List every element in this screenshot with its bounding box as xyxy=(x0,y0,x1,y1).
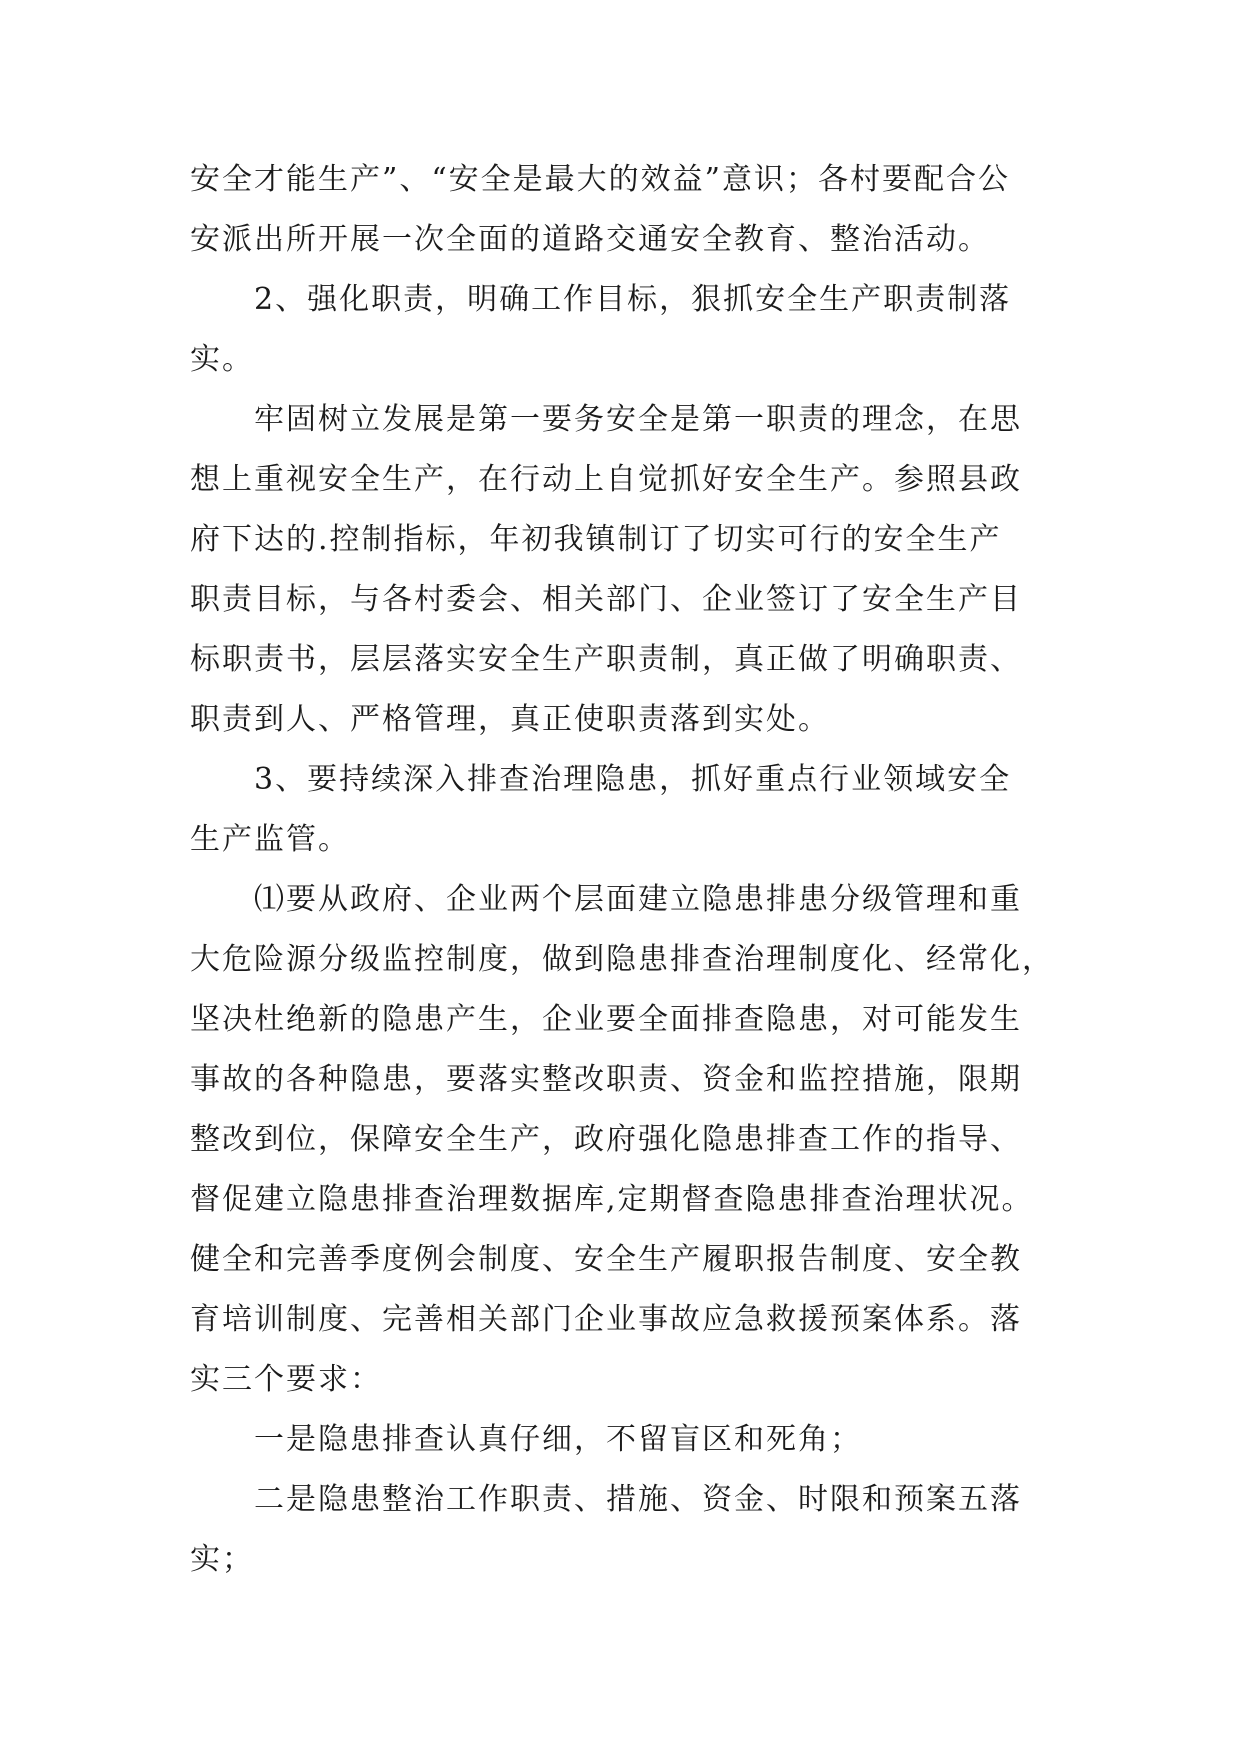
text-line: 职责目标，与各村委会、相关部门、企业签订了安全生产目 xyxy=(190,582,1022,617)
text-line: 想上重视安全生产，在行动上自觉抓好安全生产。参照县政 xyxy=(190,462,1022,497)
text-line: 实三个要求： xyxy=(190,1362,382,1397)
section-heading-3: 3、要持续深入排查治理隐患，抓好重点行业领域安全 xyxy=(254,762,1012,797)
section-heading-2: 2、强化职责，明确工作目标，狠抓安全生产职责制落 xyxy=(254,282,1012,317)
text-line: 府下达的.控制指标，年初我镇制订了切实可行的安全生产 xyxy=(190,522,1002,557)
text-line: 生产监管。 xyxy=(190,822,350,857)
text-line: 育培训制度、完善相关部门企业事故应急救援预案体系。落 xyxy=(190,1302,1022,1337)
text-line: 标职责书，层层落实安全生产职责制，真正做了明确职责、 xyxy=(190,642,1022,677)
text-line: 职责到人、严格管理，真正使职责落到实处。 xyxy=(190,702,830,737)
text-line: 督促建立隐患排查治理数据库,定期督查隐患排查治理状况。 xyxy=(190,1182,1034,1217)
list-item: 二是隐患整治工作职责、措施、资金、时限和预案五落 xyxy=(254,1482,1022,1517)
text-line: 健全和完善季度例会制度、安全生产履职报告制度、安全教 xyxy=(190,1242,1022,1277)
text-line: 实； xyxy=(190,1542,254,1577)
text-line: 事故的各种隐患，要落实整改职责、资金和监控措施，限期 xyxy=(190,1062,1022,1097)
text-line: 安派出所开展一次全面的道路交通安全教育、整治活动。 xyxy=(190,222,990,257)
text-line: 坚决杜绝新的隐患产生，企业要全面排查隐患，对可能发生 xyxy=(190,1002,1022,1037)
list-item: 一是隐患排查认真仔细，不留盲区和死角； xyxy=(254,1422,862,1457)
paragraph-start: 牢固树立发展是第一要务安全是第一职责的理念，在思 xyxy=(254,402,1022,437)
body-text xyxy=(190,150,1070,1590)
paragraph-start: ⑴要从政府、企业两个层面建立隐患排患分级管理和重 xyxy=(254,882,1022,917)
text-line: 大危险源分级监控制度，做到隐患排查治理制度化、经常化， xyxy=(190,942,1054,977)
text-line: 整改到位，保障安全生产，政府强化隐患排查工作的指导、 xyxy=(190,1122,1022,1157)
text-line: 实。 xyxy=(190,342,254,377)
text-line: 安全才能生产”、“安全是最大的效益”意识；各村要配合公 xyxy=(190,162,1011,197)
